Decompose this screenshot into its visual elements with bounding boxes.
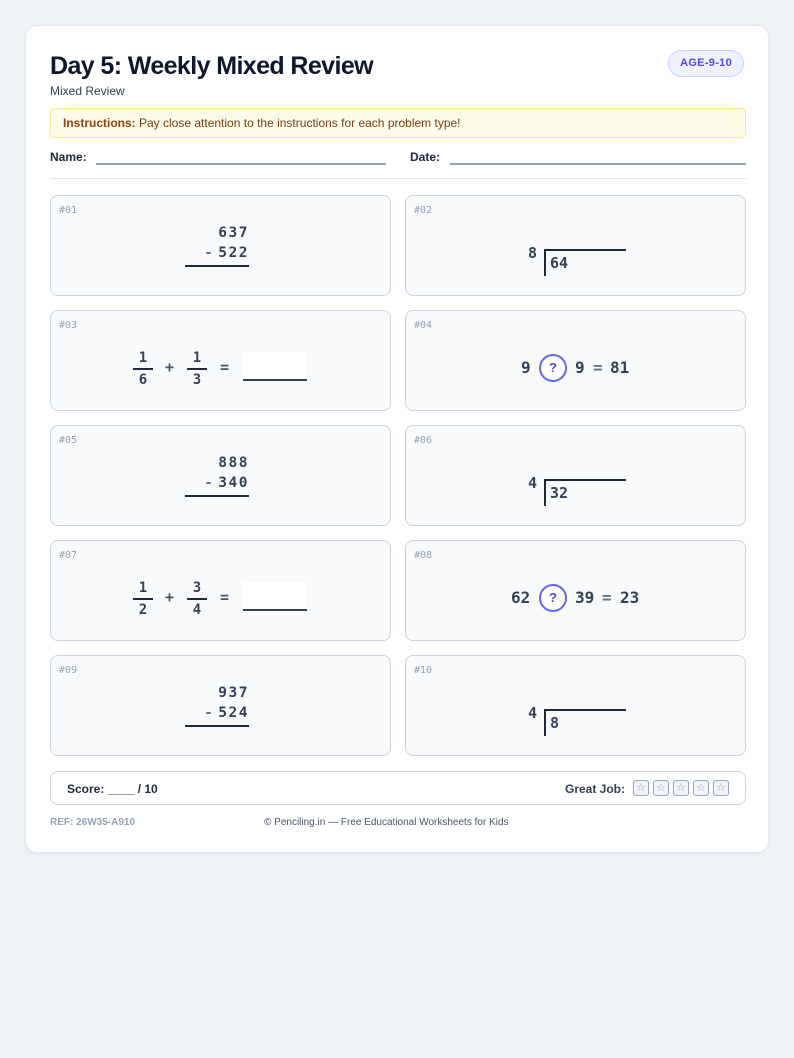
operator-answer-circle[interactable]: ? xyxy=(539,354,567,382)
problem-number: #09 xyxy=(59,665,78,676)
fraction-bar xyxy=(187,598,207,600)
star-icon[interactable]: ☆ xyxy=(653,780,669,796)
problem-card xyxy=(405,540,746,641)
star-icon[interactable]: ☆ xyxy=(673,780,689,796)
score-text: Score: ____ / 10 xyxy=(67,782,158,796)
problem-card xyxy=(50,310,391,411)
denominator: 2 xyxy=(138,602,148,618)
problem-card xyxy=(405,655,746,756)
instructions-text: Pay close attention to the instructions for each problem type! xyxy=(135,116,461,130)
fraction-bar xyxy=(133,598,153,600)
equals-sign: = xyxy=(220,358,230,376)
equals-sign: = xyxy=(593,358,603,377)
fraction xyxy=(133,349,153,389)
right-operand: 9 xyxy=(575,358,585,377)
problem-card xyxy=(50,425,391,526)
problem-number: #08 xyxy=(414,550,433,561)
subtraction-problem xyxy=(185,223,249,267)
minus-sign: - xyxy=(204,705,215,721)
subtrahend: 340 xyxy=(218,475,249,491)
date-label: Date: xyxy=(410,150,441,164)
page-title: Day 5: Weekly Mixed Review xyxy=(50,52,373,80)
plus-sign: + xyxy=(165,358,175,376)
subtraction-problem xyxy=(185,453,249,497)
denominator: 4 xyxy=(192,602,202,618)
minuend: 637 xyxy=(218,225,249,241)
subtraction-problem xyxy=(185,683,249,727)
answer-box[interactable] xyxy=(243,352,307,381)
long-division-problem xyxy=(528,241,628,281)
divisor: 8 xyxy=(528,244,538,262)
problem-card xyxy=(405,310,746,411)
result: 81 xyxy=(610,358,630,377)
answer-line[interactable] xyxy=(185,265,249,267)
dividend: 32 xyxy=(550,484,569,502)
instructions-box xyxy=(50,108,746,138)
denominator: 6 xyxy=(138,372,148,388)
answer-box[interactable] xyxy=(243,582,307,611)
worksheet xyxy=(25,25,769,853)
subtrahend: 524 xyxy=(218,705,249,721)
problem-number: #04 xyxy=(414,320,433,331)
long-division-problem xyxy=(528,471,628,511)
problem-number: #06 xyxy=(414,435,433,446)
numerator: 1 xyxy=(192,350,202,366)
minuend: 937 xyxy=(218,685,249,701)
age-badge: AGE-9-10 xyxy=(668,50,744,77)
star-icon[interactable]: ☆ xyxy=(713,780,729,796)
plus-sign: + xyxy=(165,588,175,606)
result: 23 xyxy=(620,588,640,607)
problem-number: #05 xyxy=(59,435,78,446)
problem-card xyxy=(405,195,746,296)
divisor: 4 xyxy=(528,474,538,492)
divisor: 4 xyxy=(528,704,538,722)
problem-number: #02 xyxy=(414,205,433,216)
problem-number: #01 xyxy=(59,205,78,216)
name-label: Name: xyxy=(50,150,87,164)
minuend: 888 xyxy=(218,455,249,471)
fraction xyxy=(133,579,153,619)
numerator: 1 xyxy=(138,580,148,596)
page-subtitle: Mixed Review xyxy=(50,84,125,98)
star-icon[interactable]: ☆ xyxy=(633,780,649,796)
name-field[interactable] xyxy=(96,163,386,165)
numerator: 1 xyxy=(138,350,148,366)
left-operand: 9 xyxy=(521,358,531,377)
problem-card xyxy=(50,540,391,641)
missing-operator-problem xyxy=(521,354,641,382)
numerator: 3 xyxy=(192,580,202,596)
problem-number: #10 xyxy=(414,665,433,676)
fraction-bar xyxy=(187,368,207,370)
date-field[interactable] xyxy=(450,163,746,165)
dividend: 8 xyxy=(550,714,560,732)
operator-answer-circle[interactable]: ? xyxy=(539,584,567,612)
header-divider xyxy=(50,178,746,179)
minus-sign: - xyxy=(204,245,215,261)
fraction-bar xyxy=(133,368,153,370)
score-bar xyxy=(50,771,746,805)
fraction xyxy=(187,579,207,619)
answer-line[interactable] xyxy=(185,725,249,727)
dividend: 64 xyxy=(550,254,569,272)
instructions-label: Instructions: xyxy=(63,116,136,130)
fraction xyxy=(187,349,207,389)
equals-sign: = xyxy=(220,588,230,606)
problem-card xyxy=(50,655,391,756)
copyright-text: © Penciling.in — Free Educational Worksheets for Kids xyxy=(264,817,509,828)
left-operand: 62 xyxy=(511,588,531,607)
subtrahend: 522 xyxy=(218,245,249,261)
long-division-problem xyxy=(528,701,628,741)
right-operand: 39 xyxy=(575,588,595,607)
denominator: 3 xyxy=(192,372,202,388)
problem-number: #07 xyxy=(59,550,78,561)
great-job-label: Great Job: xyxy=(565,782,626,796)
minus-sign: - xyxy=(204,475,215,491)
problem-card xyxy=(405,425,746,526)
star-icon[interactable]: ☆ xyxy=(693,780,709,796)
reference-code: REF: 26W35-A910 xyxy=(50,817,136,828)
equals-sign: = xyxy=(602,588,612,607)
answer-line[interactable] xyxy=(185,495,249,497)
missing-operator-problem xyxy=(511,584,651,612)
problem-card xyxy=(50,195,391,296)
problem-number: #03 xyxy=(59,320,78,331)
